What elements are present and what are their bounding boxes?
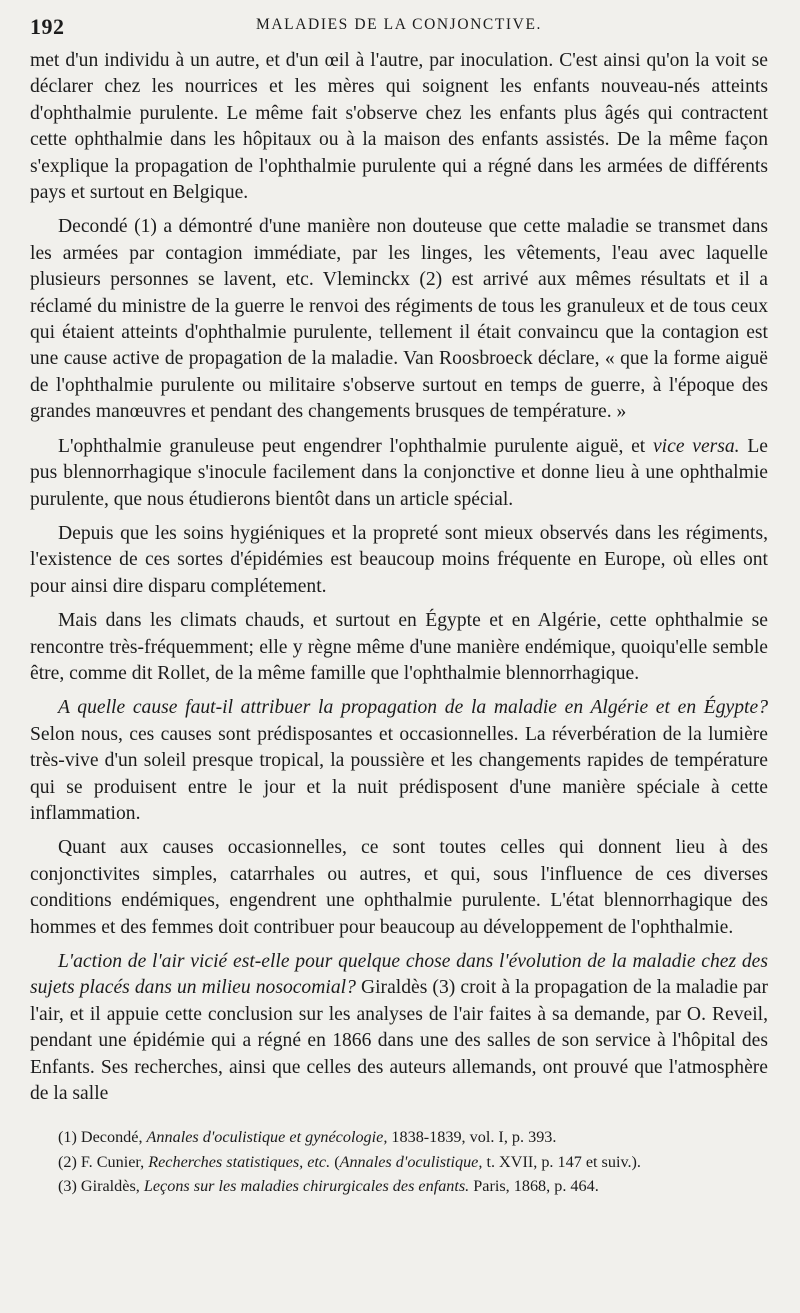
page-header: [30, 0, 768, 48]
paragraph: L'ophthalmie granuleuse peut engendrer l'ophthalmie purulente aiguë, et vice versa. Le pus blennorrhagique s'inocule facilement dans la conjonctive et donne lieu à une ophthalmie purulente, que nous étudierons bientôt dans un article spécial.: [30, 435, 768, 510]
paragraph: L'action de l'air vicié est-elle pour quelque chose dans l'évolution de la maladie chez des sujets placés dans un milieu nosocomial? Giraldès (3) croit à la propagation de la maladie par l'air, et il appuie cette conclusion sur les analyses de l'air faites à sa demande, par O. Reveil, pendant une épidémie qui a régné en 1866 dans une des salles de son service à l'hôpital des Enfants. Ses recherches, ainsi que celles des auteurs allemands, ont prouvé que l'atmosphère de la salle: [30, 951, 768, 1105]
paragraph: met d'un individu à un autre, et d'un œil à l'autre, par inoculation. C'est ainsi qu'on la voit se déclarer chez les nourrices et les mères qui soignent les enfants nouveau-nés atteints d'ophthalmie purulente. Le même fait s'observe chez les enfants plus âgés qui contractent cette ophthalmie dans les hôpitaux ou à la maison des enfants assistés. De la même façon s'explique la propagation de l'ophthalmie purulente qui a régné dans les armées de différents pays et surtout en Belgique.: [30, 50, 768, 204]
paragraph: Quant aux causes occasionnelles, ce sont toutes celles qui donnent lieu à des conjonctivites simples, catarrhales ou autres, et qui, sous l'influence de ces diverses conditions endémiques, engendrent une ophthalmie purulente. L'état blennorrhagique des hommes et des femmes doit contribuer pour beaucoup au développement de l'ophthalmie.: [30, 837, 768, 938]
paragraph: Depuis que les soins hygiéniques et la propreté sont mieux observés dans les régiments, l'existence de ces sortes d'épidémies est beaucoup moins fréquente en Europe, où elles ont pour ainsi dire disparu complétement.: [30, 522, 768, 597]
body-text: [30, 48, 768, 1107]
paragraph: A quelle cause faut-il attribuer la propagation de la maladie en Algérie et en Égypte? Selon nous, ces causes sont prédisposantes et occasionnelles. La réverbération de la lumière très-vive d'un soleil presque tropical, la poussière et les changements rapides de température qui se produisent entre le jour et la nuit prédisposent d'une manière spéciale à cette inflammation.: [30, 697, 768, 824]
running-title: MALADIES DE LA CONJONCTIVE.: [255, 16, 543, 33]
footnote: (3) Giraldès, Leçons sur les maladies chirurgicales des enfants. Paris, 1868, p. 464.: [58, 1177, 599, 1196]
page-number: 192: [30, 14, 65, 39]
paragraph: Decondé (1) a démontré d'une manière non douteuse que cette maladie se transmet dans les armées par contagion immédiate, par les linges, les vêtements, l'eau avec laquelle plusieurs personnes se lavent, etc. Vleminckx (2) est arrivé aux mêmes résultats et il a réclamé du ministre de la guerre le renvoi des régiments de tous les granuleux et de tous ceux qui étaient atteints d'ophthalmie purulente, tellement il était convaincu que la contagion est une cause active de propagation de la maladie. Van Roosbroeck déclare, « que la forme aiguë de l'ophthalmie purulente ou militaire s'observe surtout en temps de guerre, à l'époque des grandes manœuvres et pendant des changements brusques de température. »: [30, 216, 768, 423]
footnote: (2) F. Cunier, Recherches statistiques, etc. (Annales d'oculistique, t. XVII, p. 147 et suiv.).: [58, 1152, 641, 1171]
footnote: (1) Decondé, Annales d'oculistique et gynécologie, 1838-1839, vol. I, p. 393.: [58, 1128, 557, 1147]
footnotes: [30, 1127, 768, 1198]
paragraph: Mais dans les climats chauds, et surtout en Égypte et en Algérie, cette ophthalmie se rencontre très-fréquemment; elle y règne même d'une manière endémique, quoiqu'elle semble être, comme dit Rollet, de la même famille que l'ophthalmie blennorrhagique.: [30, 610, 768, 684]
